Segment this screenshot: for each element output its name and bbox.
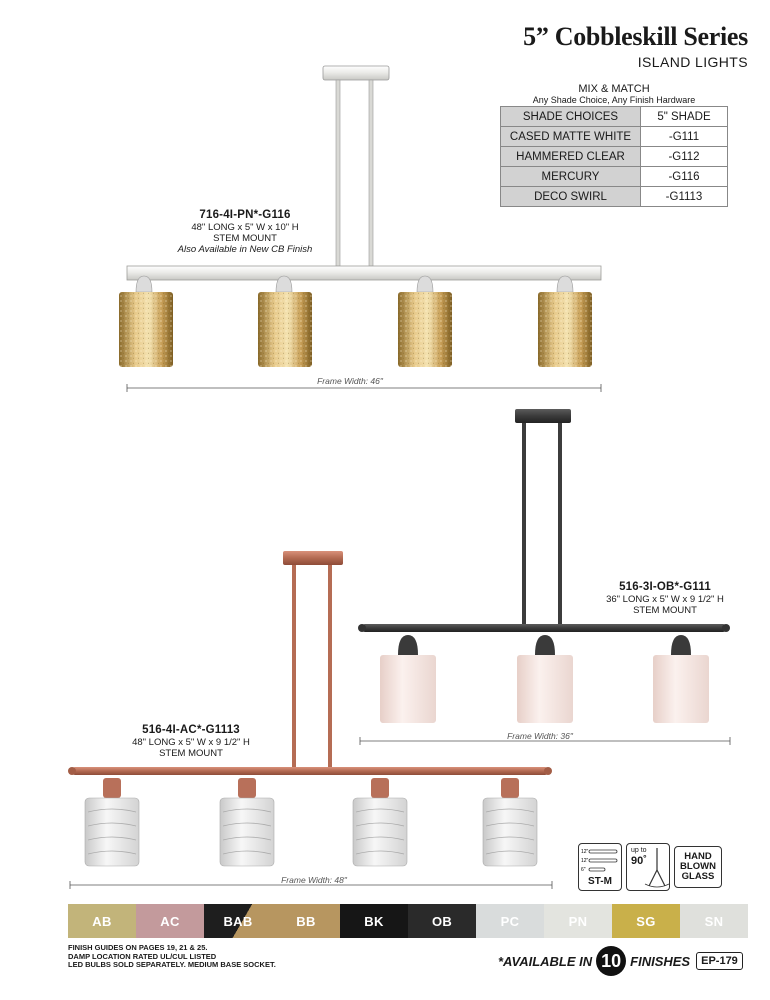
shade-deco-swirl [353,778,407,866]
page-title: 5” Cobbleskill Series [523,22,748,51]
frame-width-label: Frame Width: 46" [317,376,383,386]
hand-blown-line: HAND [684,851,712,862]
tilt-degrees: 90˚ [631,855,647,867]
stem-mount-label: ST-M [588,876,612,887]
tilt-icon [626,843,670,891]
shade-deco-swirl [220,778,274,866]
feature-icons [578,843,722,891]
frame-width-label: Frame Width: 36" [507,731,573,741]
finish-swatch-pn: PN [544,904,612,938]
frame-width-label: Frame Width: 48" [281,875,347,885]
available-suffix: FINISHES [630,953,691,969]
available-prefix: *AVAILABLE IN [498,953,593,969]
available-finishes [498,947,743,975]
footer-note: LED BULBS SOLD SEPARATELY. MEDIUM BASE SOCKET. [68,960,276,969]
fixture-516-3-oil-rubbed-bronze [358,409,730,745]
model-number: 516-4I-AC*-G1113 [142,724,240,736]
page-code: EP-179 [696,952,743,970]
mix-match-subheading: Any Shade Choice, Any Finish Hardware [532,95,696,105]
product-size: 48" LONG x 5" W x 10" H [191,222,299,233]
tilt-up-to: up to [631,847,647,854]
shade-deco-swirl [483,778,537,866]
mount-type: STEM MOUNT [633,605,697,616]
product-size: 48" LONG x 5" W x 9 1/2" H [132,737,250,748]
finish-count-badge: 10 [596,946,626,976]
finish-swatch-bb: BB [272,904,340,938]
product-label-716 [160,209,330,255]
finish-swatch-ab: AB [68,904,136,938]
shade-code: -G112 [641,147,728,167]
finish-swatch-ob: OB [408,904,476,938]
finish-swatch-bar [68,904,748,938]
footer-note: FINISH GUIDES ON PAGES 19, 21 & 25. [68,943,208,952]
shade-mercury [119,276,173,367]
model-number: 516-3I-OB*-G111 [619,581,711,593]
page-subtitle: ISLAND LIGHTS [637,54,748,70]
shade-code: -G1113 [641,187,728,207]
product-label-516-4 [116,724,266,759]
shade-mercury [538,276,592,367]
stem-length-label: 12" [581,858,589,864]
finish-swatch-bab: BAB [204,904,272,938]
shade-mercury [398,276,452,367]
shade-name: HAMMERED CLEAR [501,147,641,167]
shade-cased-matte-white [380,635,436,723]
finish-swatch-sg: SG [612,904,680,938]
mount-type: STEM MOUNT [213,233,277,244]
finish-swatch-bk: BK [340,904,408,938]
shade-name: DECO SWIRL [501,187,641,207]
stem-length-label: 12" [581,849,589,855]
shade-name: CASED MATTE WHITE [501,127,641,147]
hand-blown-line: GLASS [681,871,715,882]
finish-swatch-pc: PC [476,904,544,938]
footer-notes [68,944,276,970]
hand-blown-line: BLOWN [680,861,716,872]
footer-note: DAMP LOCATION RATED UL/CUL LISTED [68,951,217,961]
model-number: 716-4I-PN*-G116 [199,209,291,221]
fixture-516-4-antique-copper [68,551,552,889]
shade-mercury [258,276,312,367]
mix-match-heading: MIX & MATCH [578,83,650,95]
shade-code: -G116 [641,167,728,187]
column-header-code: 5" SHADE [641,107,728,127]
product-size: 36" LONG x 5" W x 9 1/2" H [606,594,724,605]
mount-type: STEM MOUNT [159,748,223,759]
hand-blown-glass-icon [674,846,722,888]
stem-mount-icon [578,843,622,891]
shade-code: -G111 [641,127,728,147]
stem-length-label: 6" [581,867,586,873]
finish-swatch-ac: AC [136,904,204,938]
finish-note: Also Available in New CB Finish [177,244,313,255]
shade-deco-swirl [85,778,139,866]
finish-swatch-sn: SN [680,904,748,938]
product-label-516-3 [582,581,748,616]
shade-cased-matte-white [653,635,709,723]
shade-cased-matte-white [517,635,573,723]
shade-name: MERCURY [501,167,641,187]
column-header-shade: SHADE CHOICES [501,107,641,127]
